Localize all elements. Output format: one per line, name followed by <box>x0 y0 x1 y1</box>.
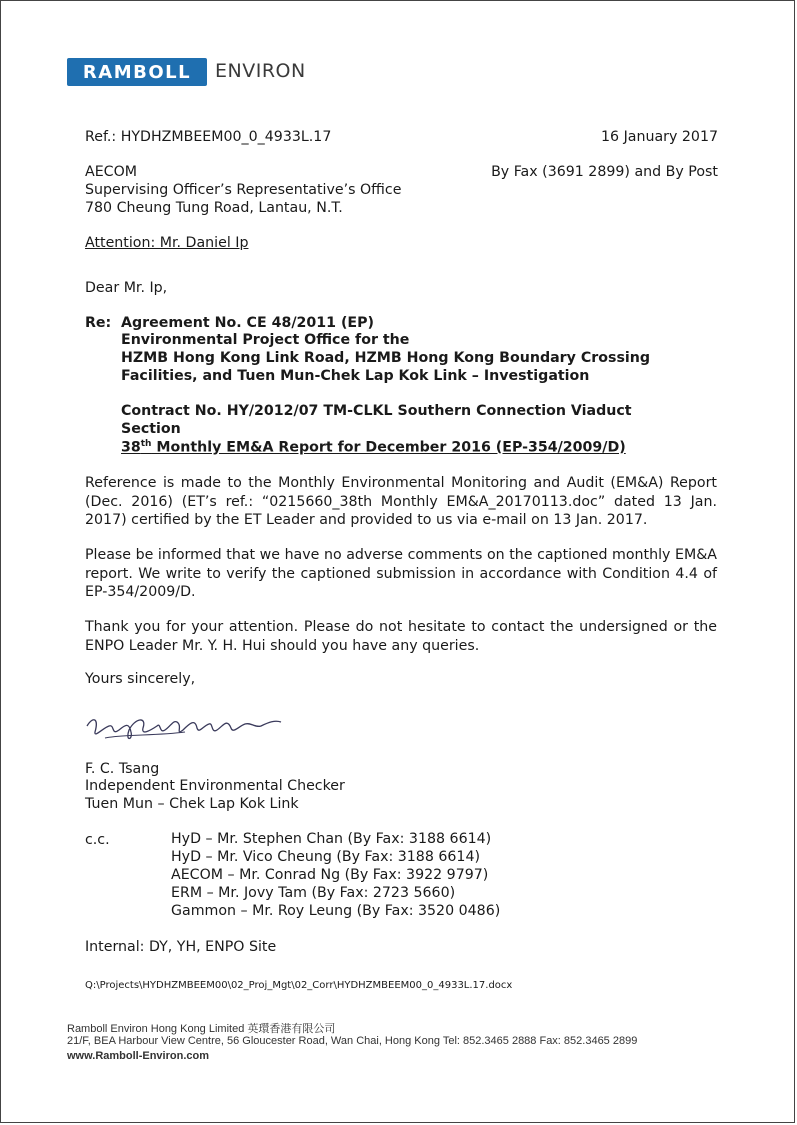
signatory-name: F. C. Tsang <box>85 761 160 777</box>
recipient-office: Supervising Officer’s Representative’s Office <box>85 182 402 198</box>
report-title-text: Monthly EM&A Report for December 2016 (EP-354/2009/D) <box>151 439 626 456</box>
subject-line-3: HZMB Hong Kong Link Road, HZMB Hong Kong Boundary Crossing <box>121 350 651 366</box>
cc-item: HyD – Mr. Vico Cheung (By Fax: 3188 6614) <box>171 849 481 865</box>
subject-line-2: Environmental Project Office for the <box>121 332 410 348</box>
logo-suffix: ENVIRON <box>215 60 306 82</box>
report-number: 38 <box>121 439 141 456</box>
paragraph-comments: Please be informed that we have no adverse comments on the captioned monthly EM&A report. We write to verify the captioned submission in accordance with Condition 4.4 of EP-354/2009/D. <box>85 547 717 600</box>
recipient-address: 780 Cheung Tung Road, Lantau, N.T. <box>85 200 343 216</box>
report-number-suffix: th <box>140 439 152 449</box>
letter-date: 16 January 2017 <box>601 129 718 145</box>
cc-item: AECOM – Mr. Conrad Ng (By Fax: 3922 9797) <box>171 867 489 883</box>
contract-line-1: Contract No. HY/2012/07 TM-CLKL Southern Connection Viaduct <box>121 403 632 419</box>
internal-distribution: Internal: DY, YH, ENPO Site <box>85 939 277 955</box>
signatory-project: Tuen Mun – Chek Lap Kok Link <box>85 796 299 812</box>
company-logo <box>67 58 207 86</box>
attention-line: Attention: Mr. Daniel Ip <box>85 235 249 251</box>
re-label: Re: <box>85 315 112 331</box>
paragraph-reference: Reference is made to the Monthly Environmental Monitoring and Audit (EM&A) Report (Dec. 2016) (ET’s ref.: “0215660_38th Monthly EM&A_20170113.doc” dated 13 Jan. 2017) certified by the ET Leader and provided to us via e-mail on 13 Jan. 2017. <box>85 475 717 528</box>
subject-line-1: Agreement No. CE 48/2011 (EP) <box>121 315 375 331</box>
contract-line-2: Section <box>121 421 181 437</box>
subject-line-4: Facilities, and Tuen Mun-Chek Lap Kok Link – Investigation <box>121 368 590 384</box>
footer-website: www.Ramboll-Environ.com <box>67 1050 209 1062</box>
closing: Yours sincerely, <box>85 671 196 687</box>
footer-company: Ramboll Environ Hong Kong Limited 英環香港有限公司 <box>67 1023 336 1035</box>
logo-text: RAMBOLL <box>82 61 192 83</box>
recipient-company: AECOM <box>85 164 137 180</box>
cc-label: c.c. <box>85 832 110 848</box>
cc-item: Gammon – Mr. Roy Leung (By Fax: 3520 0486) <box>171 903 501 919</box>
paragraph-thanks: Thank you for your attention. Please do not hesitate to contact the undersigned or the ENPO Leader Mr. Y. H. Hui should you have any queries. <box>85 619 717 654</box>
file-path: Q:\Projects\HYDHZMBEEM00\02_Proj_Mgt\02_Corr\HYDHZMBEEM00_0_4933L.17.docx <box>85 980 513 991</box>
reference-number: Ref.: HYDHZMBEEM00_0_4933L.17 <box>85 129 332 145</box>
cc-item: HyD – Mr. Stephen Chan (By Fax: 3188 6614) <box>171 831 492 847</box>
footer-address: 21/F, BEA Harbour View Centre, 56 Gloucester Road, Wan Chai, Hong Kong Tel: 852.3465 2888 Fax: 852.3465 2899 <box>67 1035 638 1047</box>
signatory-title: Independent Environmental Checker <box>85 778 345 794</box>
cc-item: ERM – Mr. Jovy Tam (By Fax: 2723 5660) <box>171 885 456 901</box>
handwritten-signature <box>85 708 285 748</box>
report-title <box>121 439 626 456</box>
salutation: Dear Mr. Ip, <box>85 280 168 296</box>
delivery-method: By Fax (3691 2899) and By Post <box>491 164 718 180</box>
